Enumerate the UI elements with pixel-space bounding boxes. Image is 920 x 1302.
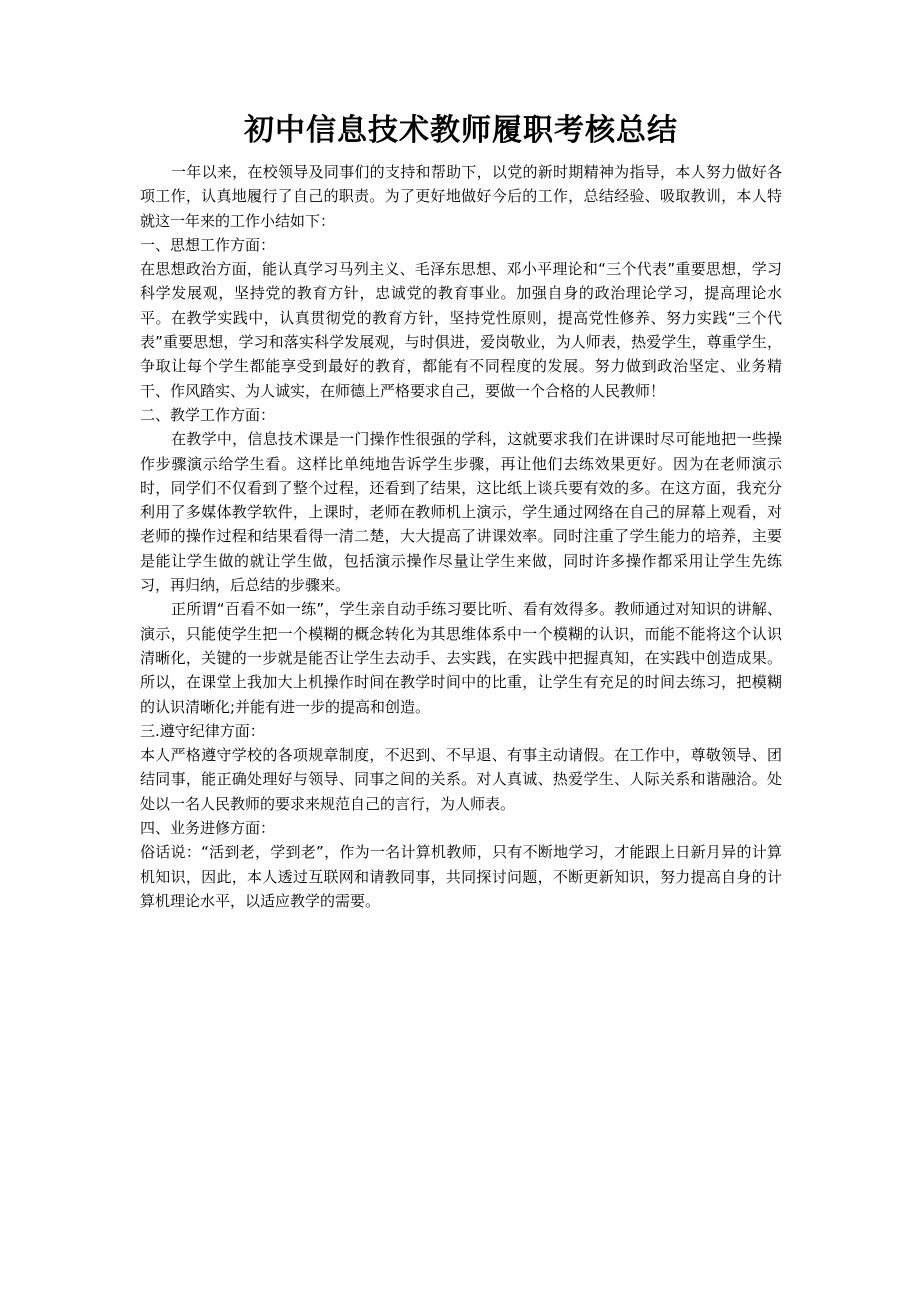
document-page <box>140 108 782 937</box>
trailing-mark <box>140 913 782 937</box>
section-2-paragraph-2: 正所谓“百看不如一练”，学生亲自动手练习要比听、看有效得多。教师通过对知识的讲解、演示，只能使学生把一个模糊的概念转化为其思维体系中一个模糊的认识，而能不能将这个认识清晰化，关键的一步就是能否让学生去动手、去实践，在实践中把握真知，在实践中创造成果。所以，在课堂上我加大上机操作时间在教学时间中的比重，让学生有充足的时间去练习，把模糊的认识清晰化;并能有进一步的提高和创造。 <box>140 600 782 716</box>
section-4-heading: 四、业务进修方面： <box>140 819 276 838</box>
intro-paragraph: 一年以来，在校领导及同事们的支持和帮助下，以党的新时期精神为指导，本人努力做好各项工作，认真地履行了自己的职责。为了更好地做好今后的工作，总结经验、吸取教训，本人特就这一年来的工作小结如下： <box>140 163 782 230</box>
document-title: 初中信息技术教师履职考核总结 <box>244 113 678 148</box>
section-3-paragraph: 本人严格遵守学校的各项规章制度，不迟到、不早退、有事主动请假。在工作中，尊敬领导、团结同事，能正确处理好与领导、同事之间的关系。对人真诚、热爱学生、人际关系和谐融洽。处处以一名人民教师的要求来规范自己的言行，为人师表。 <box>140 746 782 813</box>
section-1-heading: 一、思想工作方面： <box>140 235 276 254</box>
section-1-paragraph: 在思想政治方面，能认真学习马列主义、毛泽东思想、邓小平理论和“三个代表”重要思想，学习科学发展观，坚持党的教育方针，忠诚党的教育事业。加强自身的政治理论学习，提高理论水平。在教学实践中，认真贯彻党的教育方针，坚持党性原则，提高党性修养、努力实践“三个代表”重要思想，学习和落实科学发展观，与时俱进，爱岗敬业，为人师表，热爱学生，尊重学生，争取让每个学生都能享受到最好的教育，都能有不同程度的发展。努力做到政治坚定、业务精干、作风踏实、为人诚实，在师德上严格要求自己，要做一个合格的人民教师！ <box>140 260 782 400</box>
section-2-heading: 二、教学工作方面： <box>140 405 276 424</box>
section-3-heading: 三.遵守纪律方面： <box>140 721 265 740</box>
section-4-paragraph: 俗话说：“活到老，学到老”，作为一名计算机教师，只有不断地学习，才能跟上日新月异的计算机知识，因此，本人透过互联网和请教同事，共同探讨问题，不断更新知识，努力提高自身的计算机理论水平，以适应教学的需要。 <box>140 843 782 910</box>
document-body <box>140 160 782 937</box>
section-2-paragraph-1: 在教学中，信息技术课是一门操作性很强的学科，这就要求我们在讲课时尽可能地把一些操作步骤演示给学生看。这样比单纯地告诉学生步骤，再让他们去练效果更好。因为在老师演示时，同学们不仅看到了整个过程，还看到了结果，这比纸上谈兵要有效的多。在这方面，我充分利用了多媒体教学软件，上课时，老师在教师机上演示，学生通过网络在自己的屏幕上观看，对老师的操作过程和结果看得一清二楚，大大提高了讲课效率。同时注重了学生能力的培养，主要是能让学生做的就让学生做，包括演示操作尽量让学生来做，同时许多操作都采用让学生先练习，再归纳，后总结的步骤来。 <box>140 430 782 595</box>
